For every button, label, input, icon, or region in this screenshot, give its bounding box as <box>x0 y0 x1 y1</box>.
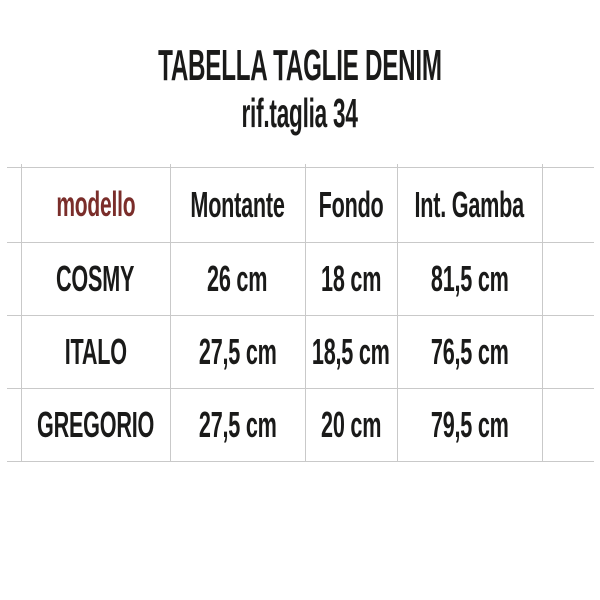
page-subtitle-text: rif.taglia 34 <box>241 90 359 136</box>
column-header-int-gamba <box>397 167 542 242</box>
grid-vline-right <box>542 164 543 462</box>
measure-value: 18,5 cm <box>312 330 390 372</box>
column-header-montante <box>170 167 305 242</box>
table-row-italo-model <box>21 315 170 388</box>
measure-value: 81,5 cm <box>430 257 509 299</box>
column-header-fondo-text: Fondo <box>318 183 384 225</box>
table-row-gregorio-montante <box>170 388 305 461</box>
column-header-fondo <box>305 167 397 242</box>
measure-value: 27,5 cm <box>198 403 277 445</box>
measure-value: 20 cm <box>320 403 382 445</box>
measure-value: 26 cm <box>207 257 268 299</box>
table-row-italo-fondo <box>305 315 397 388</box>
page-subtitle <box>0 90 600 136</box>
measure-value: 18 cm <box>320 257 382 299</box>
table-row-cosmy-int-gamba <box>397 242 542 315</box>
page-title-text: TABELLA TAGLIE DENIM <box>158 41 442 90</box>
table-row-cosmy-fondo <box>305 242 397 315</box>
measure-value: 27,5 cm <box>198 330 277 372</box>
model-name: COSMY <box>56 257 135 299</box>
column-header-int-gamba-text: Int. Gamba <box>414 183 525 225</box>
table-row-gregorio-model <box>21 388 170 461</box>
table-row-gregorio-int-gamba <box>397 388 542 461</box>
table-row-cosmy-montante <box>170 242 305 315</box>
model-name: GREGORIO <box>36 403 155 445</box>
table-row-italo-int-gamba <box>397 315 542 388</box>
table-row-cosmy-model <box>21 242 170 315</box>
model-name: ITALO <box>64 330 127 372</box>
page-title <box>0 41 600 90</box>
measure-value: 76,5 cm <box>430 330 509 372</box>
column-header-montante-text: Montante <box>190 183 285 225</box>
column-header-modello-text: modello <box>55 184 136 224</box>
table-row-gregorio-fondo <box>305 388 397 461</box>
table-row-italo-montante <box>170 315 305 388</box>
grid-hline-bottom <box>7 461 594 462</box>
measure-value: 79,5 cm <box>430 403 509 445</box>
column-header-modello <box>21 167 170 242</box>
